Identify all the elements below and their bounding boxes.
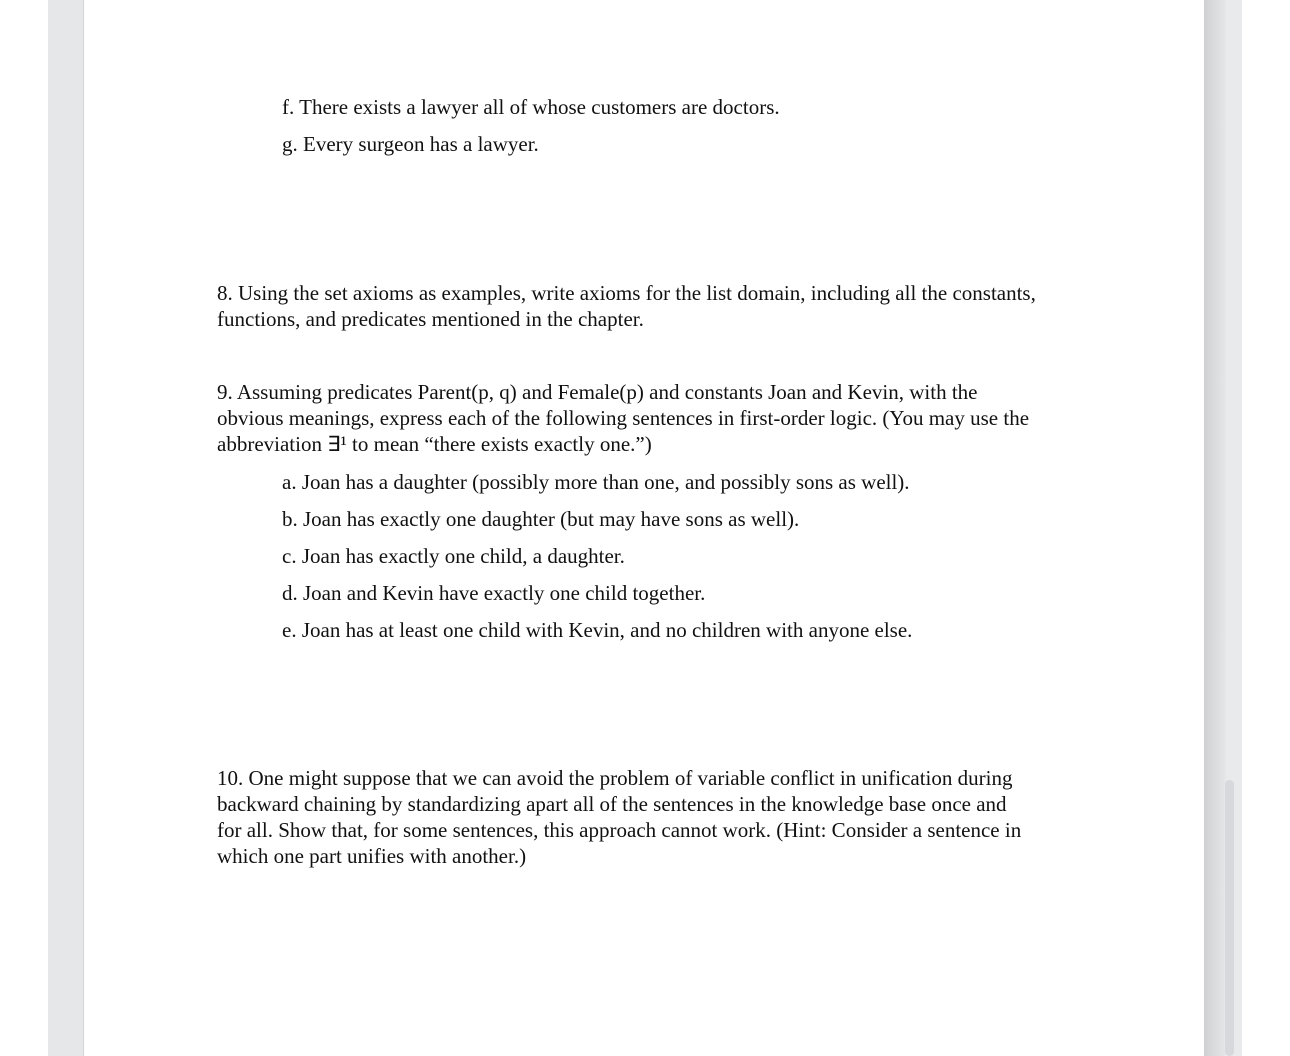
- list-item-d: d. Joan and Kevin have exactly one child together.: [282, 581, 706, 605]
- scrollbar-thumb[interactable]: [1225, 780, 1234, 1056]
- list-item-g: g. Every surgeon has a lawyer.: [282, 132, 539, 156]
- question-8-line: functions, and predicates mentioned in the chapter.: [217, 307, 644, 331]
- question-10-line: for all. Show that, for some sentences, this approach cannot work. (Hint: Consider a sentence in: [217, 818, 1022, 842]
- list-item-b: b. Joan has exactly one daughter (but may have sons as well).: [282, 507, 800, 531]
- question-10: [217, 765, 1087, 869]
- question-10-line: which one part unifies with another.): [217, 844, 527, 868]
- question-10-line: backward chaining by standardizing apart all of the sentences in the knowledge base once and: [217, 792, 1007, 816]
- list-item-e: e. Joan has at least one child with Kevin, and no children with anyone else.: [282, 618, 913, 642]
- question-9: [217, 379, 1087, 457]
- question-10-line: 10. One might suppose that we can avoid the problem of variable conflict in unification during: [217, 766, 1013, 790]
- list-item-f: f. There exists a lawyer all of whose customers are doctors.: [282, 95, 780, 119]
- question-9-line: obvious meanings, express each of the following sentences in first-order logic. (You may use the: [217, 406, 1030, 430]
- question-9-line: 9. Assuming predicates Parent(p, q) and Female(p) and constants Joan and Kevin, with the: [217, 380, 978, 404]
- question-8-line: 8. Using the set axioms as examples, write axioms for the list domain, including all the constants,: [217, 281, 1036, 305]
- question-9-line: abbreviation ∃¹ to mean “there exists exactly one.”): [217, 432, 652, 456]
- page-shadow: [1204, 0, 1226, 1056]
- list-item-c: c. Joan has exactly one child, a daughter.: [282, 544, 625, 568]
- question-8: [217, 280, 1087, 332]
- list-item-a: a. Joan has a daughter (possibly more than one, and possibly sons as well).: [282, 470, 910, 494]
